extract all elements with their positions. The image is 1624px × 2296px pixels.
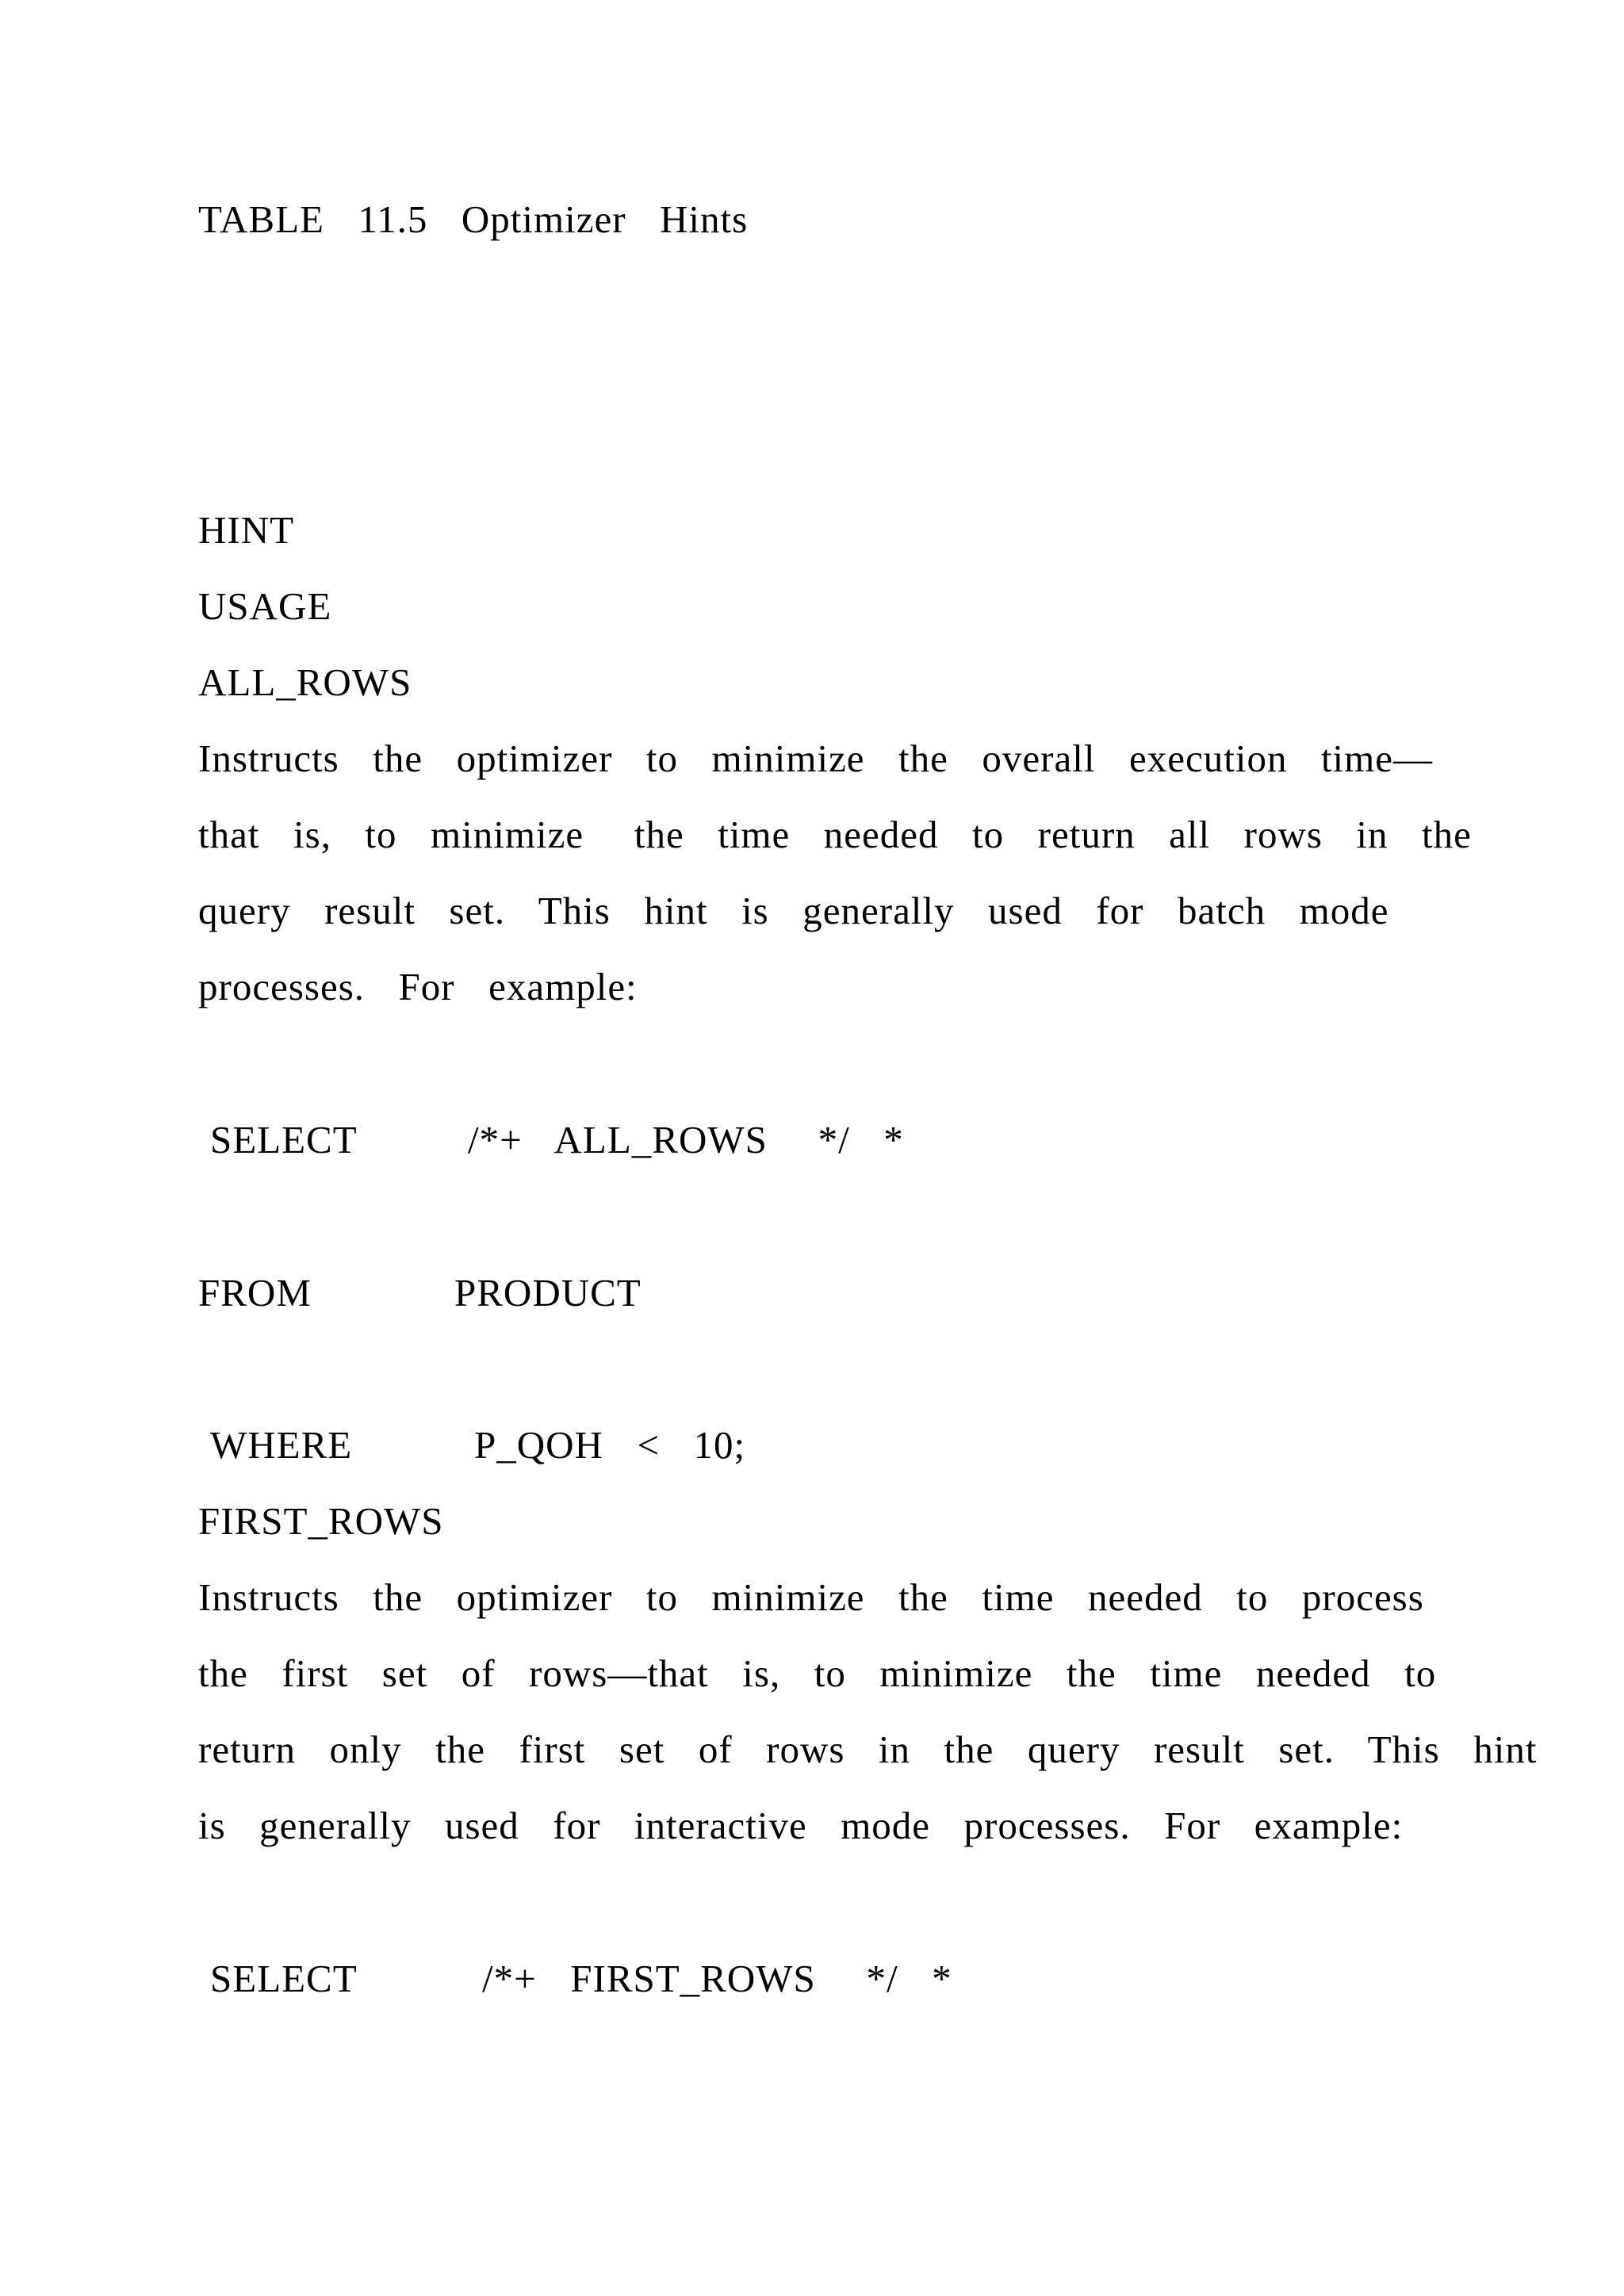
all-rows-example-select-argument: /*+ ALL_ROWS */ * [468,1118,904,1161]
first-rows-description-line-3: return only the first set of rows in the query result set. This hint [198,1728,1538,1771]
first-rows-description-line-2: the first set of rows—that is, to minimize the time needed to [198,1651,1437,1695]
all-rows-description-line-4: processes. For example: [198,965,638,1008]
all-rows-example-select-keyword: SELECT [210,1118,358,1161]
first-rows-description-line-4: is generally used for interactive mode processes. For example: [198,1804,1404,1847]
all-rows-example-from-argument: PRODUCT [454,1271,642,1314]
all-rows-example-where-argument: P_QOH < 10; [474,1423,746,1467]
all-rows-description-line-3: query result set. This hint is generally used for batch mode [198,889,1389,932]
hint-name-first-rows: FIRST_ROWS [198,1499,444,1543]
first-rows-example-select-keyword: SELECT [210,1957,358,2000]
first-rows-example-select-argument: /*+ FIRST_ROWS */ * [482,1957,952,2000]
column-header-hint: HINT [198,508,295,552]
all-rows-description-line-2: that is, to minimize the time needed to return all rows in the [198,813,1472,856]
column-header-usage: USAGE [198,584,332,628]
all-rows-example-from-keyword: FROM [198,1271,312,1314]
table-title: TABLE 11.5 Optimizer Hints [198,197,749,241]
all-rows-example-where-keyword: WHERE [210,1423,353,1467]
hint-name-all-rows: ALL_ROWS [198,660,412,704]
first-rows-description-line-1: Instructs the optimizer to minimize the time needed to process [198,1575,1424,1619]
all-rows-description-line-1: Instructs the optimizer to minimize the overall execution time— [198,737,1434,780]
